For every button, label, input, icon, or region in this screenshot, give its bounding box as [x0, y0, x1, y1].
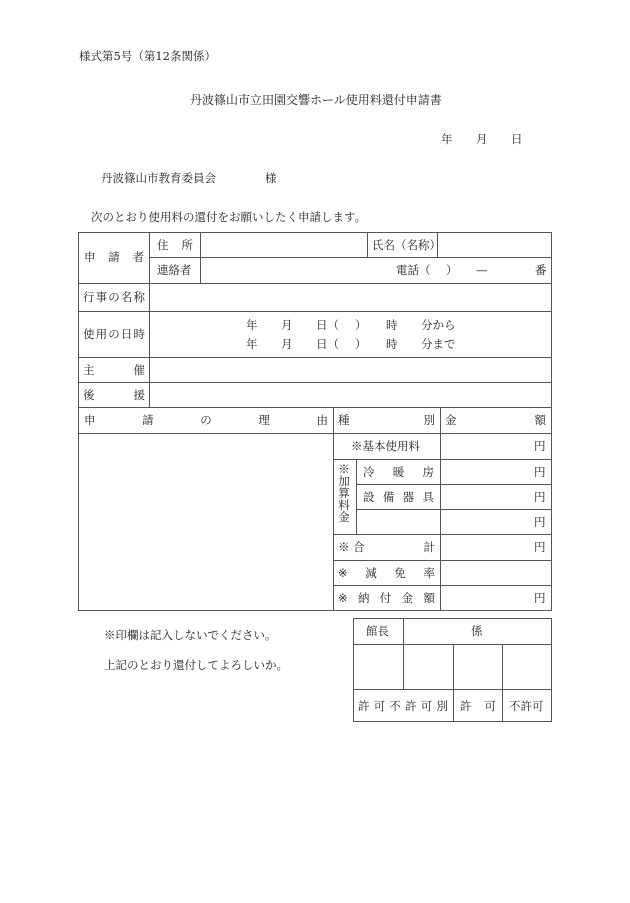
- reduction-field[interactable]: [441, 561, 550, 584]
- contact-label: 連絡者: [157, 263, 192, 277]
- honorific: 様: [265, 171, 277, 185]
- blank-surcharge-field[interactable]: [357, 510, 439, 533]
- staff-header: 係: [471, 624, 483, 638]
- phone-suffix: 番: [535, 263, 547, 277]
- sponsor-field[interactable]: [150, 383, 550, 406]
- staff-stamp-box-3[interactable]: [503, 645, 550, 688]
- date-year-label: 年: [441, 132, 453, 146]
- blank-surcharge-yen[interactable]: 円: [534, 515, 546, 529]
- approve-option[interactable]: 許 可: [460, 699, 496, 713]
- reason-label: 申 請 の 理 由: [84, 413, 328, 427]
- decision-label: 許 可 不 許 可 別: [358, 699, 448, 713]
- payment-yen[interactable]: 円: [534, 591, 546, 605]
- director-header: 館長: [366, 624, 389, 638]
- name-field[interactable]: [438, 233, 550, 257]
- phone-dash: —: [476, 263, 488, 277]
- basic-fee-label: ※基本使用料: [351, 439, 420, 453]
- page-title: 丹波篠山市立田園交響ホール使用料還付申請書: [190, 93, 442, 107]
- total-label: ※ 合 計: [338, 540, 435, 554]
- staff-stamp-box-2[interactable]: [454, 645, 501, 688]
- usage-datetime-label: 使 用 の 日 時: [83, 327, 145, 341]
- equipment-label: 設 備 器 具: [363, 490, 434, 504]
- date-day-label: 日: [511, 132, 523, 146]
- intro-text: 次のとおり使用料の還付をお願いしたく申請します。: [91, 210, 367, 224]
- event-name-field[interactable]: [150, 284, 550, 310]
- organizer-label: 主 催: [83, 363, 145, 377]
- basic-fee-yen[interactable]: 円: [534, 439, 546, 453]
- stamp-note: ※印欄は記入しないでください。: [104, 628, 277, 642]
- contact-field[interactable]: [201, 258, 551, 282]
- address-label: 住 所: [157, 238, 193, 252]
- payment-label: ※ 納 付 金 額: [338, 591, 435, 605]
- reason-field[interactable]: [79, 434, 332, 609]
- heating-cooling-label: 冷 暖 房: [363, 465, 434, 479]
- reduction-label: ※ 減 免 率: [338, 566, 435, 580]
- equipment-yen[interactable]: 円: [534, 490, 546, 504]
- sponsor-label: 後 援: [83, 388, 145, 402]
- phone-close-paren: ）: [446, 263, 458, 277]
- fee-type-header: 種 別: [338, 413, 435, 427]
- form-number: 様式第5号（第12条関係）: [79, 49, 216, 63]
- name-label: 氏名（名称）: [372, 238, 441, 252]
- total-yen[interactable]: 円: [534, 540, 546, 554]
- fee-amount-header: 金 額: [445, 413, 546, 427]
- organizer-field[interactable]: [150, 358, 550, 381]
- director-stamp-box[interactable]: [354, 645, 402, 688]
- staff-stamp-box-1[interactable]: [404, 645, 452, 688]
- surcharge-label: ※加算料金: [338, 462, 350, 524]
- heating-cooling-yen[interactable]: 円: [534, 465, 546, 479]
- deny-option[interactable]: 不許可: [509, 699, 544, 713]
- address-field[interactable]: [201, 233, 366, 257]
- approval-question: 上記のとおり還付してよろしいか。: [104, 658, 288, 672]
- addressee: 丹波篠山市教育委員会: [101, 171, 216, 185]
- event-name-label: 行 事 の 名 称: [83, 290, 145, 304]
- applicant-label: 申 請 者: [84, 250, 144, 264]
- phone-label: 電話（: [396, 263, 431, 277]
- date-month-label: 月: [476, 132, 488, 146]
